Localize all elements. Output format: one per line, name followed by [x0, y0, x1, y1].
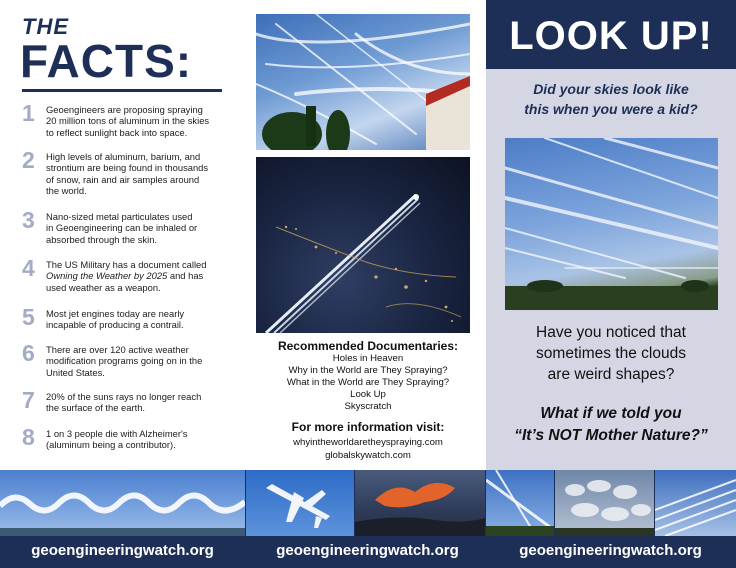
night-contrail-photo: [256, 157, 470, 333]
wave-cloud-photo: [0, 470, 245, 536]
fact-number: 4: [22, 255, 35, 281]
question-line: Have you noticed that: [536, 324, 686, 341]
fact-text: Most jet engines today are nearly incapable of producing a contrail.: [46, 308, 185, 331]
question-line: What if we told you: [540, 405, 682, 422]
documentary-title: Skyscratch: [344, 401, 392, 412]
rippled-cloud-photo: [555, 470, 654, 536]
question-line: “It’s NOT Mother Nature?”: [514, 427, 708, 444]
facts-title-small: THE: [22, 14, 69, 39]
crossing-contrails: [486, 470, 554, 536]
documentaries-heading: Recommended Documentaries:: [277, 339, 459, 353]
fact-number: 8: [22, 424, 35, 450]
footer-url[interactable]: geoengineeringwatch.org: [519, 542, 702, 559]
documentary-title: Holes in Heaven: [332, 353, 404, 364]
fact-number: 1: [22, 100, 35, 126]
cloudy-sky-photo: [256, 14, 470, 150]
airplane-photo: [246, 470, 354, 536]
document-title: Owning the Weather by 2025: [46, 270, 168, 282]
fact-number: 7: [22, 387, 35, 413]
cloud-ripples: [555, 470, 654, 536]
info-link[interactable]: whyintheworldaretheyspraying.com: [293, 437, 443, 448]
question-childhood-skies: [486, 79, 736, 119]
facts-title: FACTS:: [20, 35, 193, 87]
fact-text: Nano-sized metal particulates used in Geoengineering can be inhaled or absorbed through the skin.: [46, 211, 198, 245]
question-mother-nature: [486, 403, 736, 447]
documentary-title: What in the World are They Spraying?: [286, 377, 450, 388]
fact-number: 5: [22, 304, 35, 330]
contrail-sky-photo: [505, 138, 718, 310]
documentary-title: Look Up: [350, 389, 386, 400]
orange-cloud: [355, 470, 485, 536]
question-line: sometimes the clouds: [536, 345, 686, 362]
more-info-heading: For more information visit:: [291, 420, 445, 434]
fact-text: 1 on 3 people die with Alzheimer's (aluminum being a contributor).: [46, 428, 188, 451]
fact-text-part: and has used weather as a weapon.: [46, 270, 204, 293]
fact-text: There are over 120 active weather modification programs going on in the United States.: [46, 344, 203, 378]
question-line: this when you were a kid?: [524, 101, 698, 117]
night-contrail: [256, 157, 470, 333]
fact-text: Geoengineers are proposing spraying 20 million tons of aluminum in the skies to reflect sunlight back into space.: [46, 104, 210, 138]
sky-streaks: [256, 14, 470, 150]
fact-number: 2: [22, 147, 35, 173]
question-line: Did your skies look like: [533, 81, 689, 97]
footer-url[interactable]: geoengineeringwatch.org: [276, 542, 459, 559]
question-weird-clouds: [486, 322, 736, 385]
fact-number: 6: [22, 340, 35, 366]
fact-text: High levels of aluminum, barium, and strontium are being found in thousands of snow, rain and air samples around the world.: [46, 151, 209, 197]
contrail-x-photo: [486, 470, 554, 536]
wave-clouds: [0, 470, 245, 536]
info-link[interactable]: globalskywatch.com: [325, 450, 411, 461]
title-underline: [22, 89, 222, 92]
airplane-icon: [246, 470, 354, 536]
fact-text: 20% of the suns rays no longer reach the surface of the earth.: [46, 391, 202, 414]
documentary-title: Why in the World are They Spraying?: [288, 365, 448, 376]
fact-text-part: The US Military has a document called: [46, 259, 207, 270]
orange-cloud-photo: [355, 470, 485, 536]
fact-number: 3: [22, 207, 35, 233]
footer-url[interactable]: geoengineeringwatch.org: [31, 542, 214, 559]
fact-text: [46, 259, 246, 293]
parallel-contrails: [655, 470, 736, 536]
parallel-contrails-photo: [655, 470, 736, 536]
contrail-streaks: [505, 138, 718, 310]
question-line: are weird shapes?: [547, 366, 675, 383]
look-up-title: LOOK UP!: [509, 14, 713, 58]
